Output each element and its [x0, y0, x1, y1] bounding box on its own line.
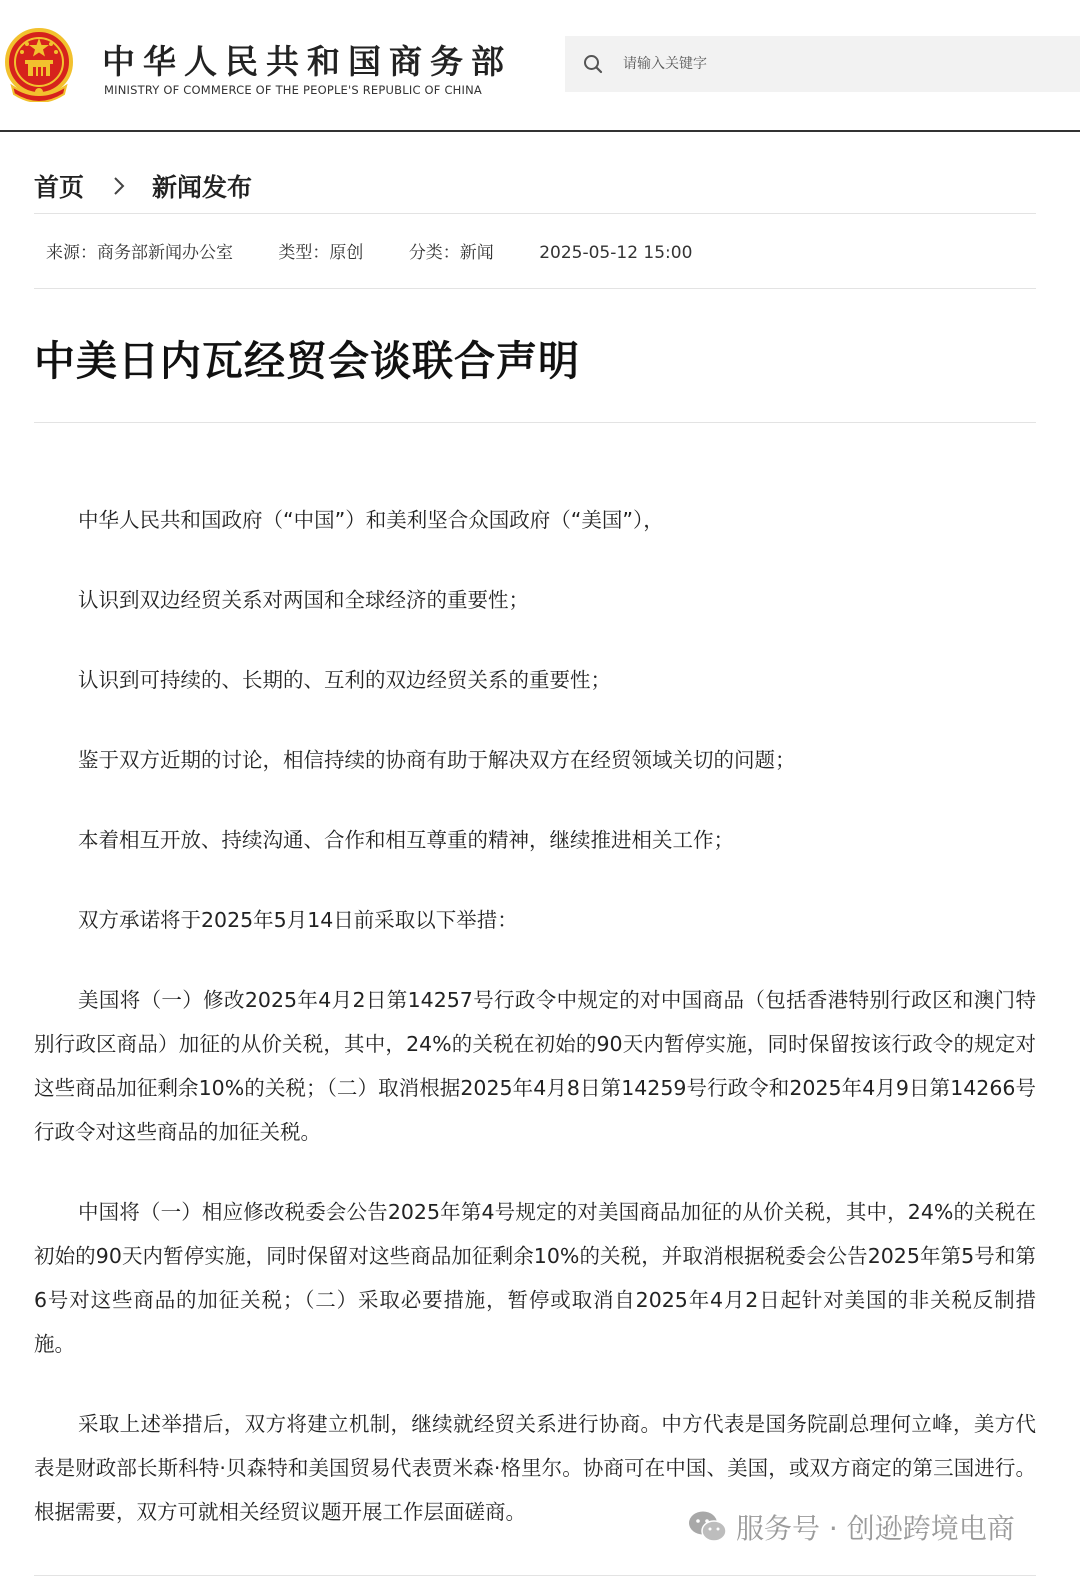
article-paragraph: 鉴于双方近期的讨论，相信持续的协商有助于解决双方在经贸领域关切的问题；	[78, 748, 796, 772]
search-icon[interactable]	[583, 54, 603, 74]
search-box[interactable]	[565, 36, 1080, 92]
breadcrumb	[34, 168, 252, 204]
article-paragraph: 中国将（一）相应修改税委会公告2025年第4号规定的对美国商品加征的从价关税，其中，24%的关税在初始的90天内暂停实施，同时保留对这些商品加征剩余10%的关税，并取消根据税委会公告2025年第5号和第6号对这些商品的加征关税；（二）采取必要措施，暂停或取消自2025年4月2日起针对美国的非关税反制措施。	[34, 1200, 1036, 1356]
article-paragraph: 双方承诺将于2025年5月14日前采取以下举措：	[78, 908, 518, 932]
national-emblem-icon[interactable]	[4, 28, 74, 102]
article-paragraph: 认识到双边经贸关系对两国和全球经济的重要性；	[78, 588, 529, 612]
article-paragraph: 美国将（一）修改2025年4月2日第14257号行政令中规定的对中国商品（包括香港特别行政区和澳门特别行政区商品）加征的从价关税，其中，24%的关税在初始的90天内暂停实施，同时保留按该行政令的规定对这些商品加征剩余10%的关税；（二）取消根据2025年4月8日第14259号行政令和2025年4月9日第14266号行政令对这些商品的加征关税。	[34, 988, 1036, 1144]
article-body	[34, 498, 1036, 1570]
meta-category: 分类：新闻	[408, 243, 494, 263]
chevron-right-icon	[112, 175, 126, 197]
article-paragraph: 采取上述举措后，双方将建立机制，继续就经贸关系进行协商。中方代表是国务院副总理何立峰，美方代表是财政部长斯科特·贝森特和美国贸易代表贾米森·格里尔。协商可在中国、美国，或双方商定的第三国进行。根据需要，双方可就相关经贸议题开展工作层面磋商。	[34, 1412, 1036, 1524]
article-title: 中美日内瓦经贸会谈联合声明	[34, 337, 580, 385]
article-meta	[46, 238, 692, 263]
meta-source: 来源：商务部新闻办公室	[46, 243, 233, 263]
divider	[34, 288, 1036, 289]
breadcrumb-home[interactable]: 首页	[34, 173, 85, 202]
breadcrumb-news-release[interactable]: 新闻发布	[152, 173, 253, 202]
meta-type: 类型：原创	[278, 243, 364, 263]
search-input[interactable]	[623, 36, 1063, 92]
site-name-chinese[interactable]: 中华人民共和国商务部	[102, 42, 512, 81]
divider	[34, 213, 1036, 214]
article-paragraph: 认识到可持续的、长期的、互利的双边经贸关系的重要性；	[78, 668, 611, 692]
article-paragraph: 本着相互开放、持续沟通、合作和相互尊重的精神，继续推进相关工作；	[78, 828, 734, 852]
watermark	[688, 1502, 1015, 1552]
article-paragraph: 中华人民共和国政府（“中国”）和美利坚合众国政府（“美国”），	[78, 508, 664, 532]
site-name-english[interactable]: MINISTRY OF COMMERCE OF THE PEOPLE'S REPUBLIC OF CHINA	[104, 83, 482, 97]
divider	[34, 1575, 1036, 1576]
site-header	[0, 0, 1080, 132]
wechat-icon	[688, 1510, 728, 1544]
meta-datetime: 2025-05-12 15:00	[539, 243, 693, 263]
watermark-text: 服务号 · 创逊跨境电商	[736, 1512, 1015, 1545]
divider	[34, 422, 1036, 423]
